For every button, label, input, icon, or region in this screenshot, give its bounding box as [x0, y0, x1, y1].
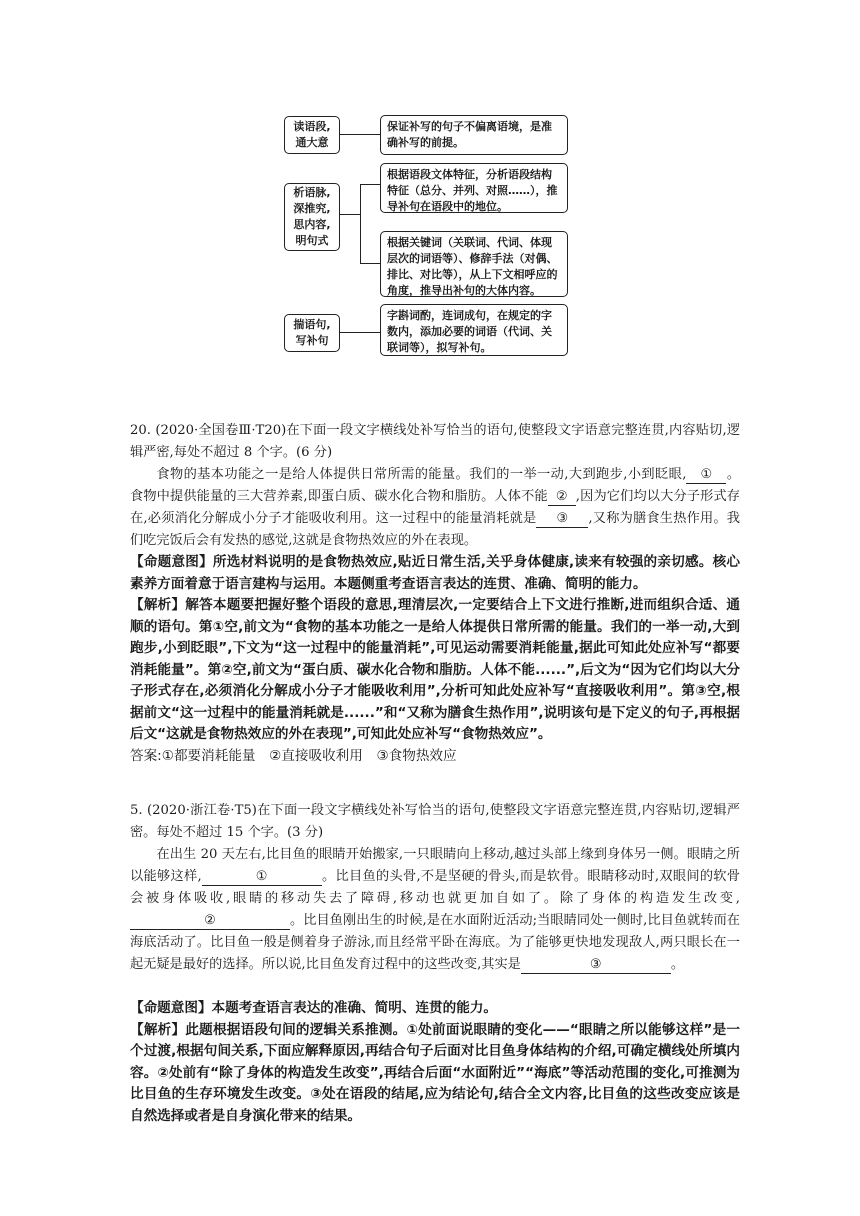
q20-analysis: 【解析】解答本题要把握好整个语段的意思,理清层次,一定要结合上下文进行推断,进而组织合适、通顺的语句。第①空,前文为“食物的基本功能之一是给人体提供日常所需的能量。我们的一举一动,大到跑步,小到眨眼”,下文为“这一过程中的能量消耗”,可见运动需要消耗能量,据此可知此处应补写“都要消耗能量”。第②空,前文为“蛋白质、碳水化合物和脂肪。人体不能......”,后文为“因为它们均以大分子形式存在,必须消化分解成小分子才能吸收利用”,分析可知此处应补写“直接吸收利用”。第③空,根据前文“这一过程中的能量消耗就是......”和“又称为膳食生热作用”,说明该句是下定义的句子,再根据后文“这就是食物热效应的外在表现”,可知此处应补写“食物热效应”。: [130, 597, 740, 742]
flowchart-step3-desc: [380, 304, 568, 356]
q20-intent: 【命题意图】所选材料说明的是食物热效应,贴近日常生活,关乎身体健康,读来有较强的亲切感。核心素养方面着意于语言建构与运用。本题侧重考查语言表达的连贯、准确、简明的能力。: [130, 554, 740, 592]
method-flowchart: [0, 0, 860, 380]
q5-analysis: 【解析】此题根据语段句间的逻辑关系推测。①处前面说眼睛的变化——“眼睛之所以能够这样”是一个过渡,根据句间关系,下面应解释原因,再结合句子后面对比目鱼身体结构的介绍,可确定横线处所填内容。②处前有“除了身体的构造发生改变”,再结合后面“水面附近”“海底”等活动范围的变化,可推测为比目鱼的生存环境发生改变。③处在语段的结尾,应为结论句,结合全文内容,比目鱼的这些改变应该是自然选择或者是自身演化带来的结果。: [130, 1021, 740, 1124]
connector: [340, 214, 360, 215]
q5-intent: 【命题意图】本题考查语言表达的准确、简明、连贯的能力。: [130, 1000, 498, 1016]
step2-label-text: 析语脉,深推究,思内容,明句式: [293, 186, 331, 247]
q5-explanation: [130, 998, 740, 1127]
flowchart-step1-label: [284, 116, 340, 154]
step3-desc-text: 字斟词酌，连词成句，在规定的字数内，添加必要的词语（代词、关联词等），拟写补句。: [387, 309, 552, 354]
q20-answer: 答案:①都要消耗能量 ②直接吸收利用 ③食物热效应: [130, 747, 457, 764]
connector: [360, 184, 380, 185]
step1-label-text: 读语段,通大意: [293, 120, 331, 149]
q20-passage-part2: 。 食物中提供能量的三大营养素,即蛋白质、碳水化合物和脂肪。人体不能: [130, 467, 741, 504]
flowchart-step3-label: [284, 314, 340, 352]
q20-passage-part3: ,因为它们均以大分子形式存在,必须消化分解成小分子才能吸收利用。这一过程中的能量消耗就是: [130, 489, 740, 526]
connector: [360, 263, 380, 264]
step1-desc-text: 保证补写的句子不偏离语境，是准确补写的前提。: [387, 120, 552, 149]
step2-desc-a-text: 根据语段文体特征，分析语段结构特征（总分、并列、对照……），推导补句在语段中的地位。: [387, 168, 558, 213]
blank-3: ③: [536, 511, 588, 528]
q5-passage-part4: 。: [670, 957, 685, 972]
flowchart-step2-desc-b: [380, 231, 568, 297]
q20-explanation: [130, 552, 740, 767]
blank-3: ③: [521, 957, 671, 974]
q20-passage-part4: ,又称为膳食生热作用。我们吃完饭后会有发热的感觉,这就是食物热效应的外在表现。: [130, 511, 740, 548]
question-20: [130, 420, 740, 552]
q20-passage-part1: 食物的基本功能之一是给人体提供日常所需的能量。我们的一举一动,大到跑步,小到眨眼,: [156, 467, 687, 482]
q20-stem: 20. (2020·全国卷Ⅲ·T20)在下面一段文字横线处补写恰当的语句,使整段文字语意完整连贯,内容贴切,逻辑严密,每处不超过 8 个字。(6 分): [130, 423, 740, 460]
q5-passage-part3: 。比目鱼刚出生的时候,是在水面附近活动;当眼睛同处一侧时,比目鱼就转而在海底活动了。比目鱼一般是侧着身子游泳,而且经常平卧在海底。为了能够更快地发现敌人,两只眼长在一起无疑是最好的选择。所以说,比目鱼发育过程中的这些改变,其实是: [130, 913, 740, 972]
flowchart-step2-desc-a: [380, 163, 568, 213]
connector: [340, 134, 380, 135]
question-5: [130, 800, 740, 976]
blank-1: ①: [202, 869, 322, 886]
blank-2: ②: [130, 913, 290, 930]
blank-2: ②: [548, 489, 576, 506]
q5-stem: 5. (2020·浙江卷·T5)在下面一段文字横线处补写恰当的语句,使整段文字语意完整连贯,内容贴切,逻辑严密。每处不超过 15 个字。(3 分): [130, 803, 740, 840]
connector: [360, 184, 361, 264]
step3-label-text: 揣语句,写补句: [293, 318, 331, 347]
connector: [340, 332, 380, 333]
step2-desc-b-text: 根据关键词（关联词、代词、体现层次的词语等）、修辞手法（对偶、排比、对比等），从上下文相呼应的角度，推导出补句的大体内容。: [387, 236, 558, 297]
q20-passage: [130, 464, 740, 552]
q5-passage: [130, 844, 740, 976]
flowchart-step2-label: [284, 183, 340, 251]
flowchart-step1-desc: [380, 115, 568, 155]
blank-1: ①: [686, 467, 726, 484]
q5-passage-part1: 在出生 20 天左右,比目鱼的眼睛开始搬家,一只眼睛向上移动,越过头部上缘到身体另一侧。眼睛之所以能够这样,: [130, 847, 740, 884]
q5-passage-part2: 。比目鱼的头骨,不是坚硬的骨头,而是软骨。眼睛移动时,双眼间的软骨会被身体吸收,眼睛的移动失去了障碍,移动也就更加自如了。除了身体的构造发生改变,: [130, 869, 740, 906]
